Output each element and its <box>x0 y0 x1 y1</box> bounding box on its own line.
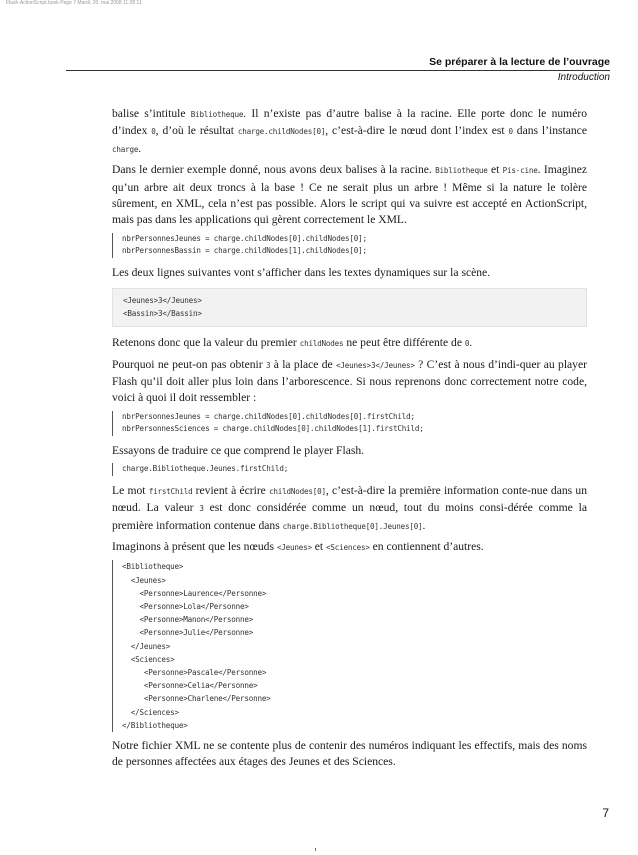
text-run: . Il n’existe pas d’autre balise à la racine. Elle porte donc le numéro d’index <box>112 107 587 138</box>
text-run: . Imaginez qu’un arbre ait deux troncs à la base ! Ce ne serait plus un arbre ! Même si la nature le tolère sûrement, en XML, cela n’est pas possible. Alors le script qui va suivre est accepté en ActionScript, mais pas dans les applications qui gèrent correctement le XML. <box>112 163 587 227</box>
inline-code: firstChild <box>148 486 193 496</box>
text-run: . <box>469 336 473 350</box>
inline-code: <Jeunes> <box>276 543 312 552</box>
text-run: revient à écrire <box>192 483 270 497</box>
paragraph <box>112 106 587 158</box>
inline-code: 0 <box>151 127 156 137</box>
inline-code: 3 <box>199 504 204 514</box>
print-slug: Flash-ActionScript.book Page 7 Mardi, 20. mai 2008 11:28 11 <box>6 0 142 6</box>
inline-code: <Jeunes>3</Jeunes> <box>336 360 415 370</box>
inline-code: 0 <box>508 127 513 137</box>
paragraph: Les deux lignes suivantes vont s’afficher dans les textes dynamiques sur la scène. <box>112 265 491 279</box>
paragraph <box>112 539 587 556</box>
inline-code: Bibliotheque <box>435 166 488 176</box>
inline-code: Pis-cine <box>502 166 538 176</box>
inline-code: 0 <box>464 339 470 349</box>
inline-code: charge <box>112 144 139 154</box>
text-run: Dans le dernier exemple donné, nous avons deux balises à la racine. <box>112 163 436 177</box>
text-run: ne peut être différente de <box>343 336 465 350</box>
inline-code: charge.childNodes[0] <box>237 127 326 137</box>
text-run: Imaginons à présent que les nœuds <box>112 540 277 553</box>
text-run: à la place de <box>270 357 337 371</box>
text-run: Retenons donc que la valeur du premier <box>112 336 300 350</box>
code-block: charge.Bibliotheque.Jeunes.firstChild; <box>112 463 587 476</box>
inline-code: charge.Bibliotheque[0].Jeunes[0] <box>282 521 423 531</box>
text-run: et <box>487 163 503 177</box>
paragraph: Essayons de traduire ce que comprend le player Flash. <box>112 443 365 457</box>
text-run: est donc considérée comme un nœud, tout du moins consi-dérée comme la première information contenue dans <box>112 501 587 532</box>
code-block: <Bibliotheque> <Jeunes> <Personne>Laurence</Personne> <Personne>Lola</Personne> <Personne>Manon</Personne> <Personne>Julie</Personne> </Jeunes> <Sciences> <Personne>Pascale</Personne> <Personne>Celia</Personne> <Personne>Charlene</Personne> </Sciences> </Bibliotheque> <box>112 560 587 732</box>
running-header <box>429 56 610 68</box>
paragraph: Notre fichier XML ne se contente plus de contenir des numéros indiquant les effectifs, mais des noms de personnes affectées aux étages des Jeunes et des Sciences. <box>112 739 587 769</box>
text-run: balise s’intitule <box>112 107 191 120</box>
text-run: , c’est-à-dire le nœud dont l’index est <box>325 124 509 138</box>
crop-mark <box>315 848 316 851</box>
header-divider <box>66 70 610 71</box>
code-block: nbrPersonnesJeunes = charge.childNodes[0].childNodes[0]; nbrPersonnesBassin = charge.childNodes[1].childNodes[0]; <box>112 233 587 258</box>
section-title: Introduction <box>557 72 610 83</box>
text-run: . <box>138 141 142 155</box>
inline-code: Bibliotheque <box>190 110 244 119</box>
inline-code: childNodes <box>299 339 344 349</box>
paragraph <box>112 335 587 352</box>
inline-code: 3 <box>265 360 271 370</box>
paragraph <box>112 483 587 535</box>
page-number: 7 <box>602 806 609 820</box>
text-run: Le mot <box>112 483 149 497</box>
code-block: nbrPersonnesJeunes = charge.childNodes[0].childNodes[0].firstChild; nbrPersonnesSciences = charge.childNodes[0].childNodes[1].firstChild; <box>112 411 587 436</box>
text-run: ? C’est à nous d’indi-quer au player Flash qu’il doit aller plus loin dans l’arborescence. Si nous reprenons donc correctement notre code, voici à quoi il doit ressembler : <box>112 357 587 405</box>
paragraph <box>112 162 587 229</box>
text-run: et <box>311 540 327 553</box>
text-run: Pourquoi ne peut-on pas obtenir <box>112 357 266 371</box>
inline-code: childNodes[0] <box>269 486 326 496</box>
text-run: en contiennent d’autres. <box>369 540 484 553</box>
text-run: . <box>422 518 426 532</box>
page-body <box>112 106 587 775</box>
inline-code: <Sciences> <box>326 543 370 552</box>
output-block: <Jeunes>3</Jeunes> <Bassin>3</Bassin> <box>112 288 587 327</box>
chapter-title: Se préparer à la lecture de l’ouvrage <box>429 56 610 68</box>
text-run: , d’où le résultat <box>155 124 238 138</box>
text-run: dans l’instance <box>512 124 587 138</box>
paragraph <box>112 357 587 407</box>
text-run: , c’est-à-dire la première information conte-nue dans un nœud. La valeur <box>112 483 588 515</box>
